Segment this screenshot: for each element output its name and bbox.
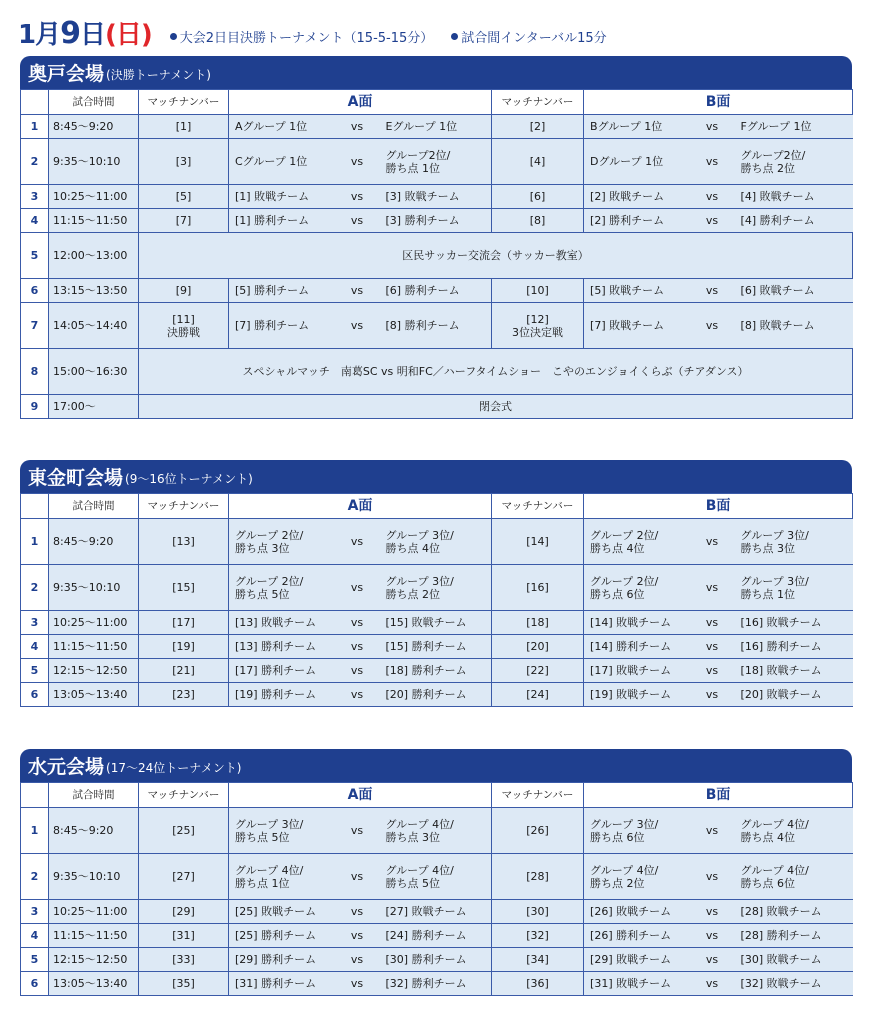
team-a-home: [25] 勝利チーム: [229, 924, 335, 948]
date-day-suffix: 日: [79, 20, 105, 50]
team-a-away: グループ 4位/ 勝ち点 5位: [380, 854, 492, 900]
venue-subtitle: (9～16位トーナメント): [125, 471, 253, 486]
match-number-a: [15]: [139, 565, 229, 611]
team-b-home: [14] 敗戦チーム: [584, 611, 690, 635]
row-number: 4: [21, 635, 49, 659]
team-b-away: [30] 敗戦チーム: [735, 948, 853, 972]
team-b-home: グループ 3位/ 勝ち点 6位: [584, 808, 690, 854]
header-time: 試合時間: [49, 783, 139, 808]
row-number: 2: [21, 854, 49, 900]
match-number-a: [9]: [139, 279, 229, 303]
team-a-home: [5] 勝利チーム: [229, 279, 335, 303]
table-row: [21, 948, 853, 972]
team-b-away: グループ 3位/ 勝ち点 3位: [735, 519, 853, 565]
team-b-home: [26] 敗戦チーム: [584, 900, 690, 924]
team-b-home: [31] 敗戦チーム: [584, 972, 690, 996]
vs-label: vs: [335, 924, 380, 948]
vs-label: vs: [690, 635, 735, 659]
match-number-b: [8]: [492, 209, 584, 233]
vs-label: vs: [335, 854, 380, 900]
table-row: [21, 139, 853, 185]
row-number: 1: [21, 519, 49, 565]
schedule-table: [20, 782, 853, 996]
table-row: [21, 854, 853, 900]
table-row: [21, 303, 853, 349]
header-b-face: B面: [584, 494, 853, 519]
team-b-home: [17] 敗戦チーム: [584, 659, 690, 683]
match-time: 8:45～9:20: [49, 808, 139, 854]
match-time: 8:45～9:20: [49, 115, 139, 139]
vs-label: vs: [690, 972, 735, 996]
table-row: [21, 519, 853, 565]
table-row: [21, 972, 853, 996]
team-a-away: [32] 勝利チーム: [380, 972, 492, 996]
row-number: 1: [21, 808, 49, 854]
table-row: [21, 233, 853, 279]
vs-label: vs: [335, 565, 380, 611]
vs-label: vs: [335, 209, 380, 233]
table-row: [21, 209, 853, 233]
venue-section: [20, 460, 852, 707]
table-header: [21, 783, 853, 808]
note-interval-text: 試合間インターバル15分: [461, 31, 607, 46]
team-a-home: [13] 勝利チーム: [229, 635, 335, 659]
venue-section: [20, 749, 852, 996]
match-number-b: [34]: [492, 948, 584, 972]
day-of-week: 日: [115, 20, 141, 50]
bullet-icon: [170, 33, 177, 40]
vs-label: vs: [335, 185, 380, 209]
schedule-table: [20, 89, 853, 419]
team-a-home: [29] 勝利チーム: [229, 948, 335, 972]
match-number-b: [12] 3位決定戦: [492, 303, 584, 349]
header-match-b: マッチナンバー: [492, 783, 584, 808]
table-row: [21, 279, 853, 303]
team-a-away: Eグループ 1位: [380, 115, 492, 139]
match-time: 9:35～10:10: [49, 565, 139, 611]
vs-label: vs: [335, 683, 380, 707]
team-a-away: [30] 勝利チーム: [380, 948, 492, 972]
match-number-b: [26]: [492, 808, 584, 854]
match-number-a: [25]: [139, 808, 229, 854]
match-number-b: [22]: [492, 659, 584, 683]
team-b-away: [4] 敗戦チーム: [735, 185, 853, 209]
match-number-a: [29]: [139, 900, 229, 924]
match-number-b: [6]: [492, 185, 584, 209]
date-label: [18, 16, 152, 51]
vs-label: vs: [335, 900, 380, 924]
match-number-b: [14]: [492, 519, 584, 565]
row-number: 2: [21, 139, 49, 185]
row-number: 8: [21, 349, 49, 395]
venue-subtitle: (17～24位トーナメント): [106, 760, 242, 775]
table-row: [21, 683, 853, 707]
table-row: [21, 185, 853, 209]
team-a-away: [8] 勝利チーム: [380, 303, 492, 349]
row-number: 3: [21, 900, 49, 924]
team-a-home: [13] 敗戦チーム: [229, 611, 335, 635]
team-b-home: Bグループ 1位: [584, 115, 690, 139]
row-number: 2: [21, 565, 49, 611]
vs-label: vs: [690, 611, 735, 635]
page-header: [18, 10, 607, 50]
row-number: 7: [21, 303, 49, 349]
vs-label: vs: [335, 611, 380, 635]
row-number: 1: [21, 115, 49, 139]
vs-label: vs: [690, 808, 735, 854]
match-number-a: [17]: [139, 611, 229, 635]
team-a-away: グループ 4位/ 勝ち点 3位: [380, 808, 492, 854]
team-b-home: [26] 勝利チーム: [584, 924, 690, 948]
vs-label: vs: [690, 565, 735, 611]
team-b-home: Dグループ 1位: [584, 139, 690, 185]
match-time: 9:35～10:10: [49, 139, 139, 185]
match-time: 11:15～11:50: [49, 209, 139, 233]
team-a-away: [6] 勝利チーム: [380, 279, 492, 303]
vs-label: vs: [335, 279, 380, 303]
match-number-b: [32]: [492, 924, 584, 948]
team-b-away: [16] 敗戦チーム: [735, 611, 853, 635]
match-time: 14:05～14:40: [49, 303, 139, 349]
match-time: 8:45～9:20: [49, 519, 139, 565]
team-a-home: [7] 勝利チーム: [229, 303, 335, 349]
venue-section: [20, 56, 852, 419]
team-b-away: グループ 4位/ 勝ち点 4位: [735, 808, 853, 854]
match-number-b: [16]: [492, 565, 584, 611]
team-b-away: [16] 勝利チーム: [735, 635, 853, 659]
match-number-b: [18]: [492, 611, 584, 635]
row-number: 9: [21, 395, 49, 419]
venue-title-bar: [20, 460, 852, 493]
team-a-home: グループ 2位/ 勝ち点 5位: [229, 565, 335, 611]
match-time: 11:15～11:50: [49, 635, 139, 659]
header-match-a: マッチナンバー: [139, 783, 229, 808]
vs-label: vs: [335, 139, 380, 185]
team-a-home: [17] 勝利チーム: [229, 659, 335, 683]
team-b-away: [28] 敗戦チーム: [735, 900, 853, 924]
match-time: 10:25～11:00: [49, 900, 139, 924]
vs-label: vs: [690, 303, 735, 349]
team-b-home: グループ 4位/ 勝ち点 2位: [584, 854, 690, 900]
date-month: 1月: [18, 20, 61, 50]
team-b-away: グループ2位/ 勝ち点 2位: [735, 139, 853, 185]
vs-label: vs: [335, 115, 380, 139]
team-a-home: [19] 勝利チーム: [229, 683, 335, 707]
team-b-away: [18] 敗戦チーム: [735, 659, 853, 683]
team-b-away: グループ 3位/ 勝ち点 1位: [735, 565, 853, 611]
team-b-home: [2] 敗戦チーム: [584, 185, 690, 209]
table-header: [21, 90, 853, 115]
match-time: 12:15～12:50: [49, 948, 139, 972]
row-number: 4: [21, 209, 49, 233]
header-a-face: A面: [229, 90, 492, 115]
header-match-a: マッチナンバー: [139, 494, 229, 519]
match-time: 10:25～11:00: [49, 185, 139, 209]
vs-label: vs: [335, 635, 380, 659]
vs-label: vs: [690, 854, 735, 900]
table-row: [21, 900, 853, 924]
table-row: [21, 565, 853, 611]
vs-label: vs: [690, 924, 735, 948]
match-number-b: [20]: [492, 635, 584, 659]
match-number-b: [24]: [492, 683, 584, 707]
venue-title-bar: [20, 56, 852, 89]
match-number-a: [35]: [139, 972, 229, 996]
header-match-b: マッチナンバー: [492, 90, 584, 115]
vs-label: vs: [335, 948, 380, 972]
note-interval: [451, 27, 606, 50]
match-time: 13:05～13:40: [49, 972, 139, 996]
row-number: 3: [21, 611, 49, 635]
match-time: 12:00～13:00: [49, 233, 139, 279]
team-b-away: [32] 敗戦チーム: [735, 972, 853, 996]
row-number: 6: [21, 683, 49, 707]
team-a-away: [3] 敗戦チーム: [380, 185, 492, 209]
team-a-away: [27] 敗戦チーム: [380, 900, 492, 924]
match-number-b: [36]: [492, 972, 584, 996]
team-a-home: Aグループ 1位: [229, 115, 335, 139]
team-b-home: グループ 2位/ 勝ち点 4位: [584, 519, 690, 565]
vs-label: vs: [335, 808, 380, 854]
header-b-face: B面: [584, 90, 853, 115]
table-row: [21, 349, 853, 395]
dow-open: (: [104, 20, 116, 50]
match-number-a: [21]: [139, 659, 229, 683]
table-row: [21, 659, 853, 683]
table-row: [21, 635, 853, 659]
vs-label: vs: [690, 209, 735, 233]
team-a-away: [24] 勝利チーム: [380, 924, 492, 948]
match-number-a: [3]: [139, 139, 229, 185]
header-b-face: B面: [584, 783, 853, 808]
match-number-b: [10]: [492, 279, 584, 303]
vs-label: vs: [690, 279, 735, 303]
match-number-a: [31]: [139, 924, 229, 948]
bullet-icon: [451, 33, 458, 40]
table-header: [21, 494, 853, 519]
event-cell: 閉会式: [139, 395, 853, 419]
team-b-home: [19] 敗戦チーム: [584, 683, 690, 707]
table-row: [21, 395, 853, 419]
header-match-a: マッチナンバー: [139, 90, 229, 115]
team-b-home: [14] 勝利チーム: [584, 635, 690, 659]
table-row: [21, 924, 853, 948]
row-number: 3: [21, 185, 49, 209]
match-time: 10:25～11:00: [49, 611, 139, 635]
vs-label: vs: [690, 659, 735, 683]
row-number: 5: [21, 233, 49, 279]
venue-title-bar: [20, 749, 852, 782]
row-number: 5: [21, 659, 49, 683]
row-number: 5: [21, 948, 49, 972]
match-time: 9:35～10:10: [49, 854, 139, 900]
team-b-away: [4] 勝利チーム: [735, 209, 853, 233]
venue-subtitle: (決勝トーナメント): [106, 67, 211, 82]
table-row: [21, 808, 853, 854]
vs-label: vs: [690, 519, 735, 565]
team-b-away: [20] 敗戦チーム: [735, 683, 853, 707]
match-number-a: [27]: [139, 854, 229, 900]
venue-name: 奥戸会場: [28, 63, 105, 85]
team-a-home: [31] 勝利チーム: [229, 972, 335, 996]
header-time: 試合時間: [49, 90, 139, 115]
team-a-home: グループ 3位/ 勝ち点 5位: [229, 808, 335, 854]
match-number-b: [4]: [492, 139, 584, 185]
team-a-away: [18] 勝利チーム: [380, 659, 492, 683]
venue-name: 水元会場: [28, 756, 105, 778]
match-number-a: [33]: [139, 948, 229, 972]
team-b-away: グループ 4位/ 勝ち点 6位: [735, 854, 853, 900]
vs-label: vs: [335, 519, 380, 565]
match-number-a: [13]: [139, 519, 229, 565]
match-number-a: [5]: [139, 185, 229, 209]
team-a-home: グループ 4位/ 勝ち点 1位: [229, 854, 335, 900]
note-tournament-text: 大会2日目決勝トーナメント（15-5-15分）: [179, 31, 434, 46]
team-a-away: グループ 3位/ 勝ち点 2位: [380, 565, 492, 611]
match-number-b: [2]: [492, 115, 584, 139]
vs-label: vs: [690, 683, 735, 707]
team-a-away: グループ 3位/ 勝ち点 4位: [380, 519, 492, 565]
date-day: 9: [60, 16, 80, 51]
team-b-home: グループ 2位/ 勝ち点 6位: [584, 565, 690, 611]
match-time: 13:15～13:50: [49, 279, 139, 303]
team-a-away: [15] 勝利チーム: [380, 635, 492, 659]
match-number-b: [28]: [492, 854, 584, 900]
vs-label: vs: [335, 972, 380, 996]
vs-label: vs: [690, 139, 735, 185]
match-time: 12:15～12:50: [49, 659, 139, 683]
team-a-away: [20] 勝利チーム: [380, 683, 492, 707]
team-b-home: [7] 敗戦チーム: [584, 303, 690, 349]
schedule-table: [20, 493, 853, 707]
row-number: 6: [21, 972, 49, 996]
event-cell: スペシャルマッチ 南葛SC vs 明和FC／ハーフタイムショー こやのエンジョイくらぶ（チアダンス）: [139, 349, 853, 395]
match-number-a: [19]: [139, 635, 229, 659]
vs-label: vs: [335, 659, 380, 683]
dow-close: ): [140, 20, 152, 50]
match-time: 17:00～: [49, 395, 139, 419]
vs-label: vs: [690, 115, 735, 139]
event-cell: 区民サッカー交流会（サッカー教室）: [139, 233, 853, 279]
team-b-home: [29] 敗戦チーム: [584, 948, 690, 972]
team-a-away: [15] 敗戦チーム: [380, 611, 492, 635]
team-a-away: グループ2位/ 勝ち点 1位: [380, 139, 492, 185]
note-tournament: [170, 27, 434, 50]
header-blank: [21, 494, 49, 519]
team-b-away: Fグループ 1位: [735, 115, 853, 139]
header-time: 試合時間: [49, 494, 139, 519]
match-number-a: [23]: [139, 683, 229, 707]
team-a-home: [1] 敗戦チーム: [229, 185, 335, 209]
vs-label: vs: [690, 948, 735, 972]
header-match-b: マッチナンバー: [492, 494, 584, 519]
team-a-away: [3] 勝利チーム: [380, 209, 492, 233]
team-a-home: グループ 2位/ 勝ち点 3位: [229, 519, 335, 565]
match-number-a: [1]: [139, 115, 229, 139]
header-blank: [21, 783, 49, 808]
match-time: 15:00～16:30: [49, 349, 139, 395]
team-b-home: [2] 勝利チーム: [584, 209, 690, 233]
vs-label: vs: [690, 900, 735, 924]
match-number-a: [11] 決勝戦: [139, 303, 229, 349]
table-row: [21, 115, 853, 139]
match-time: 13:05～13:40: [49, 683, 139, 707]
team-a-home: [1] 勝利チーム: [229, 209, 335, 233]
header-a-face: A面: [229, 494, 492, 519]
team-a-home: Cグループ 1位: [229, 139, 335, 185]
team-b-away: [28] 勝利チーム: [735, 924, 853, 948]
team-a-home: [25] 敗戦チーム: [229, 900, 335, 924]
row-number: 4: [21, 924, 49, 948]
match-number-b: [30]: [492, 900, 584, 924]
row-number: 6: [21, 279, 49, 303]
table-row: [21, 611, 853, 635]
venue-name: 東金町会場: [28, 467, 124, 489]
vs-label: vs: [690, 185, 735, 209]
header-blank: [21, 90, 49, 115]
team-b-home: [5] 敗戦チーム: [584, 279, 690, 303]
team-b-away: [8] 敗戦チーム: [735, 303, 853, 349]
match-number-a: [7]: [139, 209, 229, 233]
vs-label: vs: [335, 303, 380, 349]
team-b-away: [6] 敗戦チーム: [735, 279, 853, 303]
header-a-face: A面: [229, 783, 492, 808]
match-time: 11:15～11:50: [49, 924, 139, 948]
